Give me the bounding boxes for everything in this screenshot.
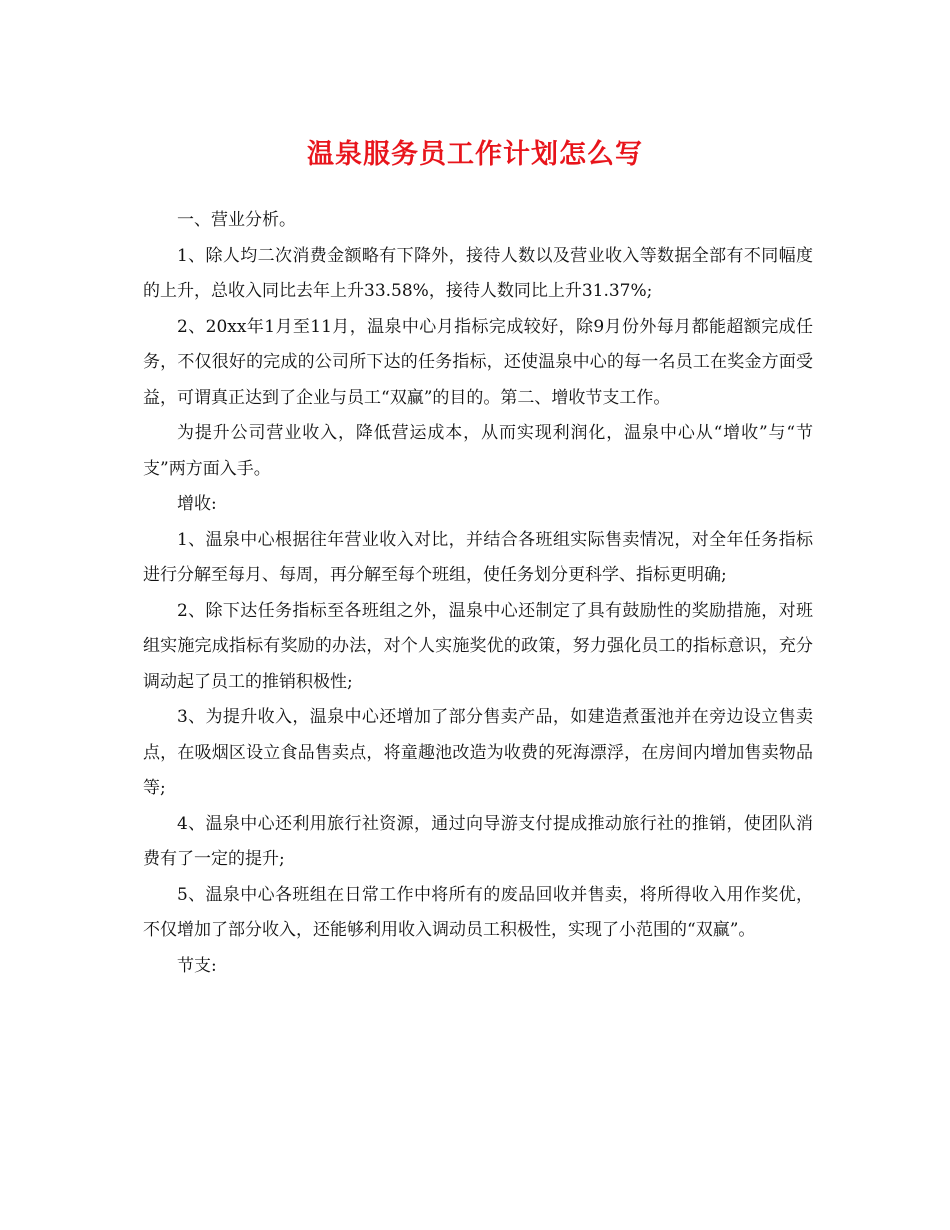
subheading-cost-saving: 节支: xyxy=(177,955,217,976)
increase-item-4: 4、温泉中心还利用旅行社资源，通过向导游支付提成推动旅行社的推销，使团队消费有了一定的提升; xyxy=(143,813,813,869)
paragraph-item-2: 2、20xx年1月至11月，温泉中心月指标完成较好，除9月份外每月都能超额完成任务，不仅很好的完成的公司所下达的任务指标，还使温泉中心的每一名员工在奖金方面受益，可谓真正达到了企业与员工“双赢”的目的。第二、增收节支工作。 xyxy=(143,316,813,408)
paragraph-intro-increase-save: 为提升公司营业收入，降低营运成本，从而实现利润化，温泉中心从“增收”与“节支”两方面入手。 xyxy=(143,423,813,479)
document-title: 温泉服务员工作计划怎么写 xyxy=(307,139,643,170)
increase-item-2: 2、除下达任务指标至各班组之外，温泉中心还制定了具有鼓励性的奖励措施，对班组实施完成指标有奖励的办法，对个人实施奖优的政策，努力强化员工的指标意识，充分调动起了员工的推销积极性; xyxy=(143,600,813,692)
increase-item-1: 1、温泉中心根据往年营业收入对比，并结合各班组实际售卖情况，对全年任务指标进行分解至每月、每周，再分解至每个班组，使任务划分更科学、指标更明确; xyxy=(143,529,813,585)
increase-item-3: 3、为提升收入，温泉中心还增加了部分售卖产品，如建造煮蛋池并在旁边设立售卖点，在吸烟区设立食品售卖点，将童趣池改造为收费的死海漂浮，在房间内增加售卖物品等; xyxy=(143,707,813,798)
section-heading-business-analysis: 一、营业分析。 xyxy=(177,210,296,230)
increase-item-5: 5、温泉中心各班组在日常工作中将所有的废品回收并售卖，将所得收入用作奖优，不仅增加了部分收入，还能够利用收入调动员工积极性，实现了小范围的“双赢”。 xyxy=(143,884,813,940)
document-body xyxy=(143,203,813,984)
subheading-increase-income: 增收: xyxy=(177,494,217,514)
paragraph-item-1: 1、除人均二次消费金额略有下降外，接待人数以及营业收入等数据全部有不同幅度的上升，总收入同比去年上升33.58%，接待人数同比上升31.37%; xyxy=(143,245,813,301)
